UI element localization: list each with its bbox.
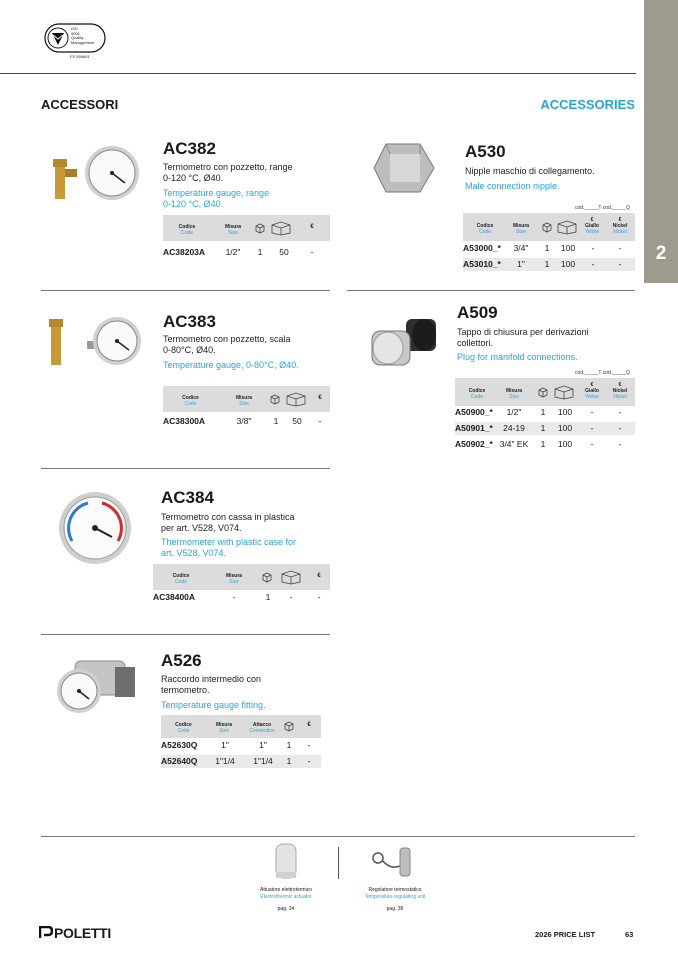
col-size: Misura — [225, 573, 243, 579]
cell-qty: 1 — [544, 259, 550, 269]
col-yellow-en: Yellow — [584, 394, 600, 400]
cell-price-yellow: - — [590, 439, 594, 449]
cell-size: 3/8" — [236, 416, 252, 426]
box-icon — [537, 386, 549, 398]
product-title: AC383 — [163, 312, 216, 331]
cell-code: AC38203A — [163, 247, 206, 257]
cell-code: A50902_* — [455, 439, 493, 449]
product-image-a526 — [55, 655, 145, 725]
brand-name: POLETTI — [54, 925, 112, 941]
col-euro: € — [590, 217, 594, 223]
divider — [347, 290, 635, 291]
cell-size: 1/2" — [225, 247, 241, 257]
product-description-en: Temperature gauge, 0-80°C, Ø40. — [163, 360, 299, 370]
col-size: Misura — [512, 223, 530, 229]
col-code-en: Code — [471, 394, 483, 400]
box-icon — [254, 222, 266, 234]
code-suffix-note: cod._____T cod._____Q — [575, 205, 630, 211]
table-row — [161, 755, 321, 768]
table-header — [455, 378, 635, 406]
brand-mark-icon — [39, 926, 53, 939]
certification-logo — [44, 23, 106, 59]
col-yellow: Giallo — [585, 388, 599, 394]
product-description-en: Temperature gauge fitting. — [161, 700, 266, 710]
col-code: Codice — [175, 722, 192, 728]
desc-line: termometro. — [161, 684, 210, 695]
col-size-en: Size — [516, 229, 526, 235]
col-nickel: Nickel — [612, 388, 628, 394]
product-description-en: Plug for manifold connections. — [457, 352, 578, 362]
regulator-image — [370, 846, 420, 882]
col-nickel-en: Nickel — [613, 394, 627, 400]
col-nickel-en: Nickel — [613, 229, 627, 235]
cell-price-yellow: - — [591, 243, 595, 253]
product-description-it: Nipple maschio di collegamento. — [465, 166, 595, 176]
cell-price: - — [307, 740, 311, 750]
code-suffix-note: cod._____T cod._____Q — [575, 370, 630, 376]
actuator-image — [272, 842, 300, 882]
cell-qty: 1 — [544, 243, 550, 253]
related-label-en: Temperature regulating unit — [364, 893, 426, 900]
cell-qty-pack: - — [289, 592, 293, 602]
price-list-label: 2026 PRICE LIST — [535, 930, 596, 939]
col-code-en: Code — [184, 401, 197, 407]
cell-code: A53000_* — [463, 243, 501, 253]
cell-price-nickel: - — [618, 423, 622, 433]
desc-line: art. V528, V074. — [161, 547, 227, 558]
table-row — [153, 591, 330, 604]
section-title-en: ACCESSORIES — [540, 97, 635, 112]
cell-qty: 1 — [265, 592, 271, 602]
table-row — [163, 246, 330, 259]
col-euro: € — [618, 217, 622, 223]
desc-line: per art. V528, V074. — [161, 522, 242, 533]
cell-qty: 1 — [286, 756, 292, 766]
section-tab — [644, 0, 678, 283]
cert-text: 9001 — [71, 30, 80, 36]
product-description-it — [163, 334, 291, 355]
section-title-it: ACCESSORI — [41, 97, 119, 112]
col-yellow-en: Yellow — [584, 229, 600, 235]
col-size-en: Size — [239, 401, 249, 407]
product-image-ac382 — [45, 145, 145, 210]
col-size: Misura — [235, 395, 253, 401]
cell-qty-pack: 100 — [560, 259, 576, 269]
cell-price-yellow: - — [591, 259, 595, 269]
col-size-en: Size — [219, 728, 229, 734]
col-euro: € — [307, 722, 311, 728]
cell-size: 1/2" — [506, 407, 522, 417]
related-divider — [41, 836, 635, 837]
cell-code: AC38400A — [153, 592, 196, 602]
col-size: Misura — [215, 722, 233, 728]
boxes-icon — [556, 219, 578, 235]
col-size: Misura — [505, 388, 523, 394]
col-euro: € — [590, 382, 594, 388]
table-header — [161, 715, 321, 738]
divider — [41, 468, 330, 469]
product-image-a530 — [372, 138, 442, 203]
cell-price: - — [317, 592, 321, 602]
boxes-icon — [285, 391, 307, 407]
table-row — [455, 406, 635, 419]
col-euro: € — [310, 224, 314, 230]
boxes-icon — [553, 384, 575, 400]
related-page: pag. 34 — [277, 906, 295, 912]
box-icon — [269, 393, 281, 405]
product-description-it — [161, 512, 295, 533]
product-description-en — [161, 537, 296, 558]
product-image-ac384 — [58, 491, 133, 571]
related-label: Attuatore elettrotermico — [260, 887, 312, 893]
col-euro: € — [618, 382, 622, 388]
col-code-en: Code — [181, 230, 193, 236]
cert-text: ISO — [71, 26, 78, 31]
cell-qty: 1 — [540, 439, 546, 449]
desc-line: 0-120 °C, Ø40. — [163, 198, 224, 209]
cell-qty-pack: 50 — [292, 416, 302, 426]
table-row — [455, 422, 635, 435]
cell-price-nickel: - — [618, 439, 622, 449]
col-connection: Attacco — [252, 722, 272, 728]
product-title: A509 — [457, 303, 498, 322]
col-yellow: Giallo — [585, 223, 599, 229]
col-size-en: Size — [509, 394, 519, 400]
cell-price-yellow: - — [590, 407, 594, 417]
table-header — [163, 386, 330, 412]
col-size: Misura — [224, 224, 242, 230]
product-title: AC384 — [161, 488, 214, 507]
cell-qty: 1 — [540, 423, 546, 433]
cell-size: 24-19 — [503, 423, 525, 433]
related-label: Regolatore termostatico — [368, 887, 422, 893]
table-header — [153, 564, 330, 590]
col-code-en: Code — [479, 229, 491, 235]
col-code: Codice — [182, 395, 199, 401]
cell-code: A52640Q — [161, 756, 198, 766]
cell-price-nickel: - — [618, 243, 622, 253]
desc-line: Tappo di chiusura per derivazioni — [457, 327, 589, 337]
related-label-en: Electrothermic actuator — [260, 893, 312, 900]
cell-code: A53010_* — [463, 259, 501, 269]
product-title: A526 — [161, 651, 202, 670]
cell-connection: 1" — [259, 740, 267, 750]
cell-qty-pack: 100 — [557, 439, 573, 449]
col-code: Codice — [468, 388, 486, 394]
divider — [41, 290, 330, 291]
cell-size: 1" — [221, 740, 229, 750]
desc-line: collettori. — [457, 337, 494, 348]
product-image-a509 — [368, 313, 448, 378]
desc-line: 0-120 °C, Ø40. — [163, 172, 224, 183]
col-size-en: Size — [229, 579, 239, 585]
desc-line: 0-80°C, Ø40. — [163, 344, 216, 355]
table-header — [463, 213, 635, 241]
cell-qty-pack: 100 — [557, 423, 573, 433]
page-number: 63 — [625, 930, 634, 939]
cert-number: FS 559651 — [70, 54, 90, 59]
col-code-en: Code — [175, 579, 187, 585]
boxes-icon — [270, 220, 292, 236]
desc-line: Thermometer with plastic case for — [161, 537, 297, 547]
table-row — [463, 258, 635, 271]
box-icon — [261, 571, 273, 583]
boxes-icon — [280, 569, 302, 585]
col-code: Codice — [172, 573, 190, 579]
col-connection-en: Connection — [249, 728, 275, 734]
cell-code: A50900_* — [455, 407, 493, 417]
cell-price: - — [307, 756, 311, 766]
cell-qty-pack: 100 — [560, 243, 576, 253]
product-title: A530 — [465, 142, 506, 161]
cell-price: - — [318, 416, 322, 426]
cert-text: Quality — [71, 35, 84, 40]
cell-code: A52630Q — [161, 740, 198, 750]
product-description-it — [161, 674, 261, 695]
col-code: Codice — [178, 224, 196, 230]
cell-qty-pack: 50 — [279, 247, 289, 257]
table-row — [161, 739, 321, 752]
cert-text: Management — [71, 39, 95, 45]
desc-line: Raccordo intermedio con — [161, 674, 262, 684]
table-row — [463, 242, 635, 255]
cell-price: - — [310, 247, 314, 257]
box-icon — [541, 221, 553, 233]
product-description-en: Male connection nipple. — [465, 181, 560, 191]
cell-qty: 1 — [257, 247, 263, 257]
cell-size: 1"1/4 — [215, 756, 235, 766]
col-nickel: Nickel — [612, 223, 628, 229]
product-image-ac383 — [45, 313, 145, 378]
cell-qty: 1 — [273, 416, 279, 426]
cell-qty-pack: 100 — [557, 407, 573, 417]
desc-line: Termometro con pozzetto, range — [163, 162, 293, 172]
cell-size: 1" — [517, 259, 525, 269]
cell-size: 3/4" EK — [499, 439, 529, 449]
cell-price-nickel: - — [618, 407, 622, 417]
box-icon — [283, 720, 295, 732]
col-euro: € — [317, 573, 321, 579]
cell-size: - — [232, 592, 236, 602]
col-code: Codice — [476, 223, 494, 229]
product-description-it — [163, 162, 293, 183]
product-description-it — [457, 327, 589, 348]
cell-qty: 1 — [286, 740, 292, 750]
cell-code: AC38300A — [163, 416, 206, 426]
cell-code: A50901_* — [455, 423, 493, 433]
table-header — [163, 215, 330, 241]
col-size-en: Size — [228, 230, 238, 236]
desc-line: Termometro con cassa in plastica — [161, 512, 295, 522]
desc-line: Temperature gauge, range — [163, 188, 270, 198]
col-code-en: Code — [177, 728, 190, 734]
cell-price-nickel: - — [618, 259, 622, 269]
product-description-en — [163, 188, 269, 209]
desc-line: Termometro con pozzetto, scala — [163, 334, 291, 344]
product-title: AC382 — [163, 139, 216, 158]
related-page: pag. 38 — [386, 906, 404, 912]
cell-connection: 1"1/4 — [253, 756, 273, 766]
divider — [41, 634, 330, 635]
table-row — [163, 415, 330, 428]
cell-qty: 1 — [540, 407, 546, 417]
section-tab-number: 2 — [655, 243, 667, 264]
related-separator — [338, 847, 339, 879]
col-euro: € — [318, 395, 322, 401]
header-divider — [0, 73, 636, 74]
table-row — [455, 438, 635, 451]
cell-price-yellow: - — [590, 423, 594, 433]
cell-size: 3/4" — [513, 243, 529, 253]
